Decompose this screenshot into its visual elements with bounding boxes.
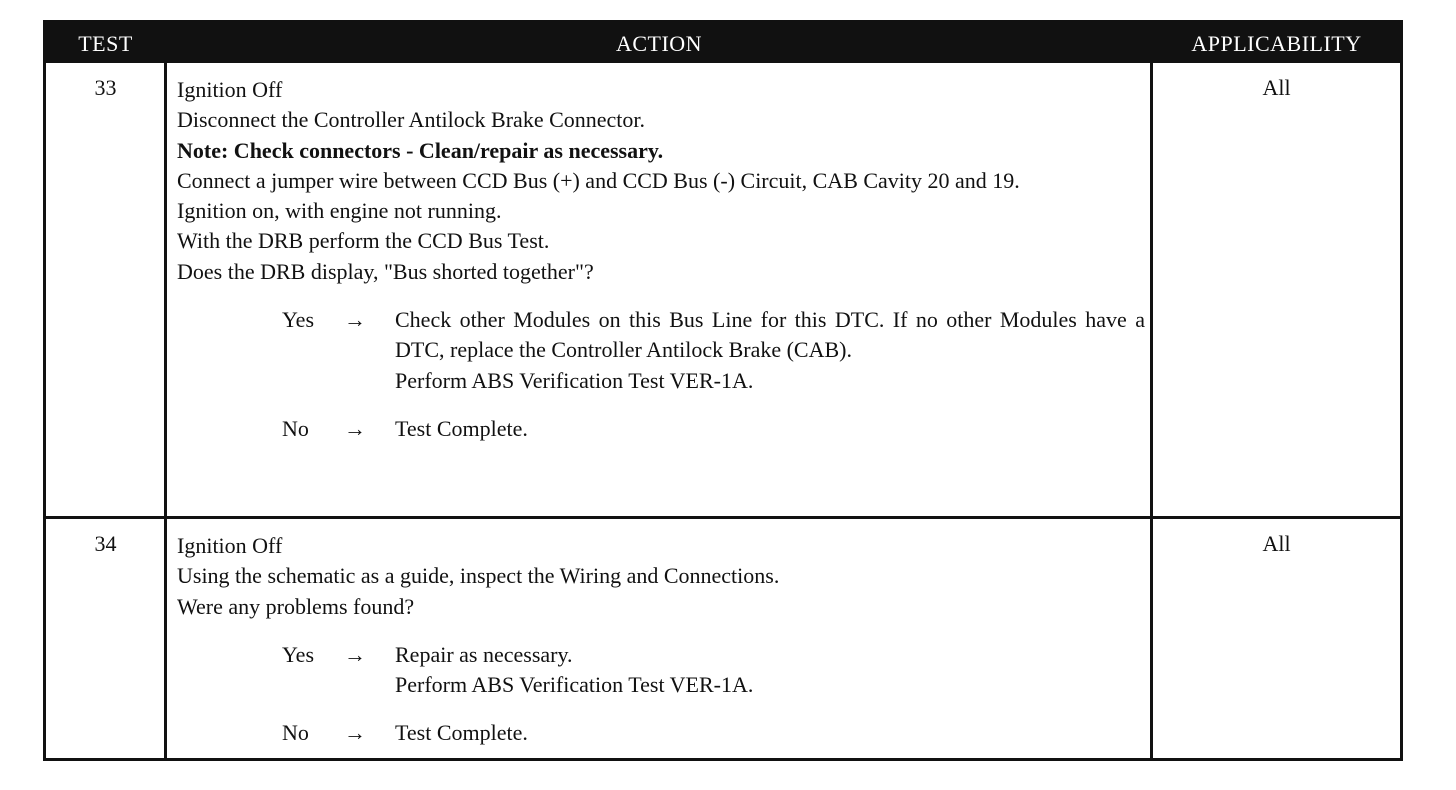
no-branch	[282, 414, 1145, 444]
yes-label: Yes	[282, 641, 315, 667]
applicability-value: All	[1262, 75, 1291, 100]
question-text: Were any problems found?	[177, 593, 415, 619]
no-result-text: Test Complete.	[395, 415, 528, 441]
step-text: Ignition on, with engine not running.	[177, 198, 502, 224]
step-text: Disconnect the Controller Antilock Brake Connector.	[177, 107, 646, 133]
yes-label: Yes	[282, 307, 315, 333]
note-text: Note: Check connectors - Clean/repair as necessary.	[177, 137, 664, 163]
no-result-text: Test Complete.	[395, 720, 528, 746]
yes-result-text-2: Perform ABS Verification Test VER-1A.	[395, 672, 754, 698]
table-row-34	[46, 519, 1400, 758]
no-label: No	[282, 720, 309, 746]
action-cell	[177, 75, 1145, 444]
arrow-icon: →	[344, 720, 366, 746]
action-cell	[177, 531, 1145, 749]
applicability-value: All	[1262, 531, 1291, 556]
header-applicability: APPLICABILITY	[1191, 31, 1362, 56]
no-label: No	[282, 415, 309, 441]
yes-result	[395, 305, 1145, 396]
arrow-icon: →	[344, 415, 366, 441]
arrow-icon: →	[344, 641, 366, 667]
test-number: 33	[94, 75, 117, 100]
header-action: ACTION	[615, 31, 703, 56]
table-header	[46, 23, 1400, 63]
step-text: Ignition Off	[177, 533, 283, 558]
step-text: Using the schematic as a guide, inspect the Wiring and Connections.	[177, 563, 780, 589]
question-text: Does the DRB display, "Bus shorted together"?	[177, 258, 594, 284]
yes-result-text-2: Perform ABS Verification Test VER-1A.	[395, 367, 754, 393]
yes-branch	[282, 640, 1145, 701]
yes-branch	[282, 305, 1145, 396]
table-row-33	[46, 63, 1400, 516]
header-test: TEST	[78, 31, 133, 56]
diagnostic-test-table	[43, 20, 1403, 761]
step-text: Ignition Off	[177, 77, 283, 102]
yes-result-text: Repair as necessary.	[395, 641, 573, 667]
step-text: With the DRB perform the CCD Bus Test.	[177, 228, 550, 254]
test-number: 34	[94, 531, 117, 556]
yes-result	[395, 640, 1145, 701]
yes-result-text: Check other Modules on this Bus Line for this DTC. If no other Modules have a DTC, replace the Controller Antilock Brake (CAB).	[395, 307, 1145, 363]
arrow-icon: →	[344, 307, 366, 333]
no-branch	[282, 718, 1145, 748]
step-text: Connect a jumper wire between CCD Bus (+) and CCD Bus (-) Circuit, CAB Cavity 20 and 19.	[177, 167, 1020, 193]
